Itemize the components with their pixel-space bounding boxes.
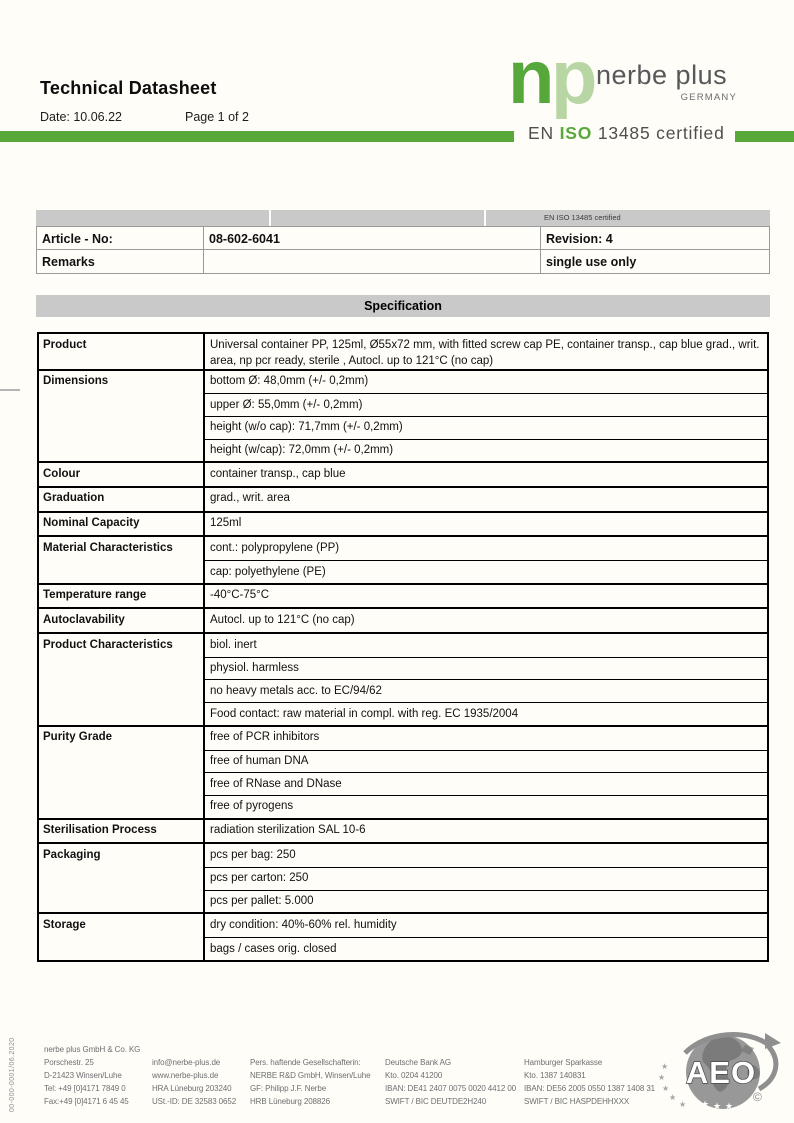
info-header-cell: [271, 210, 484, 226]
footer-line: HRB Lüneburg 208826: [250, 1097, 330, 1106]
spec-row: [39, 486, 767, 511]
footer-bank-deutsche-column: [385, 1056, 516, 1108]
footer-company-column: [44, 1043, 140, 1108]
spec-value-cell: height (w/o cap): 71,7mm (+/- 0,2mm): [205, 416, 767, 439]
footer-line: Kto. 1387 140831: [524, 1071, 586, 1080]
spec-row-label: Product Characteristics: [39, 634, 205, 725]
spec-row: [39, 912, 767, 959]
footer-line: Tel: +49 [0]4171 7849 0: [44, 1084, 126, 1093]
footer-line: SWIFT / BIC HASPDEHHXXX: [524, 1097, 630, 1106]
logo-letter-n: n: [508, 35, 555, 120]
spec-value-cell: physiol. harmless: [205, 657, 767, 680]
specification-table: [37, 332, 769, 962]
spec-value-cell: pcs per pallet: 5.000: [205, 890, 767, 913]
spec-value-cell: cont.: polypropylene (PP): [210, 541, 340, 554]
spec-value-cell: bottom Ø: 48,0mm (+/- 0,2mm): [210, 375, 369, 387]
iso-banner-en: EN: [528, 123, 554, 143]
article-no-label: Article - No:: [37, 227, 204, 249]
spec-row: [39, 334, 767, 369]
logo-country-text: GERMANY: [680, 92, 737, 103]
iso-banner-bar-right: [735, 131, 794, 142]
spec-row-values: [205, 609, 767, 632]
spec-row-values: [205, 727, 767, 818]
spec-row-values: [205, 634, 767, 725]
footer-line: D-21423 Winsen/Luhe: [44, 1071, 122, 1080]
footer-line: Pers. haftende Gesellschafterin:: [250, 1058, 361, 1067]
spec-row-label: Autoclavability: [39, 609, 205, 632]
spec-row-label: Material Characteristics: [39, 537, 205, 582]
spec-value-cell: pcs per carton: 250: [205, 867, 767, 890]
article-no-row: [36, 226, 770, 250]
spec-value-cell: no heavy metals acc. to EC/94/62: [205, 679, 767, 702]
article-no-value: 08-602-6041: [204, 227, 541, 249]
remarks-row: [36, 250, 770, 274]
spec-row: [39, 511, 767, 536]
spec-row-values: [205, 844, 767, 912]
spec-row-label: Temperature range: [39, 585, 205, 608]
footer-line: GF: Philipp J.F. Nerbe: [250, 1084, 327, 1093]
aeo-star-white: ★: [701, 1099, 710, 1109]
spec-row: [39, 369, 767, 462]
spec-row: [39, 842, 767, 912]
spec-row: [39, 725, 767, 818]
fold-mark: [0, 389, 20, 391]
spec-value-cell: free of RNase and DNase: [205, 772, 767, 795]
remarks-value: [204, 250, 541, 273]
info-header-cell: [36, 210, 269, 226]
spec-value-cell: Universal container PP, 125ml, Ø55x72 mm, with fitted screw cap PE, container transp., cap blue grad., writ. area, np pcr ready, sterile , Autocl. up to 121°C (no cap): [210, 338, 760, 367]
spec-row: [39, 583, 767, 608]
header-meta: [40, 110, 249, 124]
footer-line: nerbe plus GmbH & Co. KG: [44, 1045, 141, 1054]
spec-row-label: Sterilisation Process: [39, 820, 205, 843]
logo-letter-p: p: [551, 35, 598, 120]
spec-value-cell: height (w/cap): 72,0mm (+/- 0,2mm): [205, 439, 767, 462]
aeo-label: AEO: [685, 1055, 757, 1090]
spec-value-cell: Autocl. up to 121°C (no cap): [210, 613, 355, 626]
spec-value-cell: dry condition: 40%-60% rel. humidity: [210, 918, 397, 931]
spec-value-cell: radiation sterilization SAL 10-6: [210, 824, 366, 837]
spec-row: [39, 607, 767, 632]
date-label: Date: 10.06.22: [40, 110, 123, 124]
spec-row-label: Packaging: [39, 844, 205, 912]
spec-row-values: [205, 513, 767, 536]
iso-banner-iso: ISO: [559, 123, 593, 143]
footer-line: Porschestr. 25: [44, 1058, 94, 1067]
info-table-header-row: [36, 210, 770, 226]
spec-value-cell: 125ml: [210, 517, 242, 530]
revision-value: Revision: 4: [546, 232, 613, 246]
spec-row-values: [205, 820, 767, 843]
aeo-star-white: ★: [689, 1095, 698, 1105]
aeo-swoosh-tail: [759, 1047, 776, 1089]
aeo-star-white: ★: [725, 1101, 734, 1111]
spec-value-cell: container transp., cap blue: [210, 467, 346, 480]
spec-row-values: [205, 371, 767, 462]
footer-line: IBAN: DE41 2407 0075 0020 4412 00: [385, 1084, 517, 1093]
footer-contact-column: [152, 1056, 236, 1108]
spec-row: [39, 818, 767, 843]
aeo-logo: [655, 1025, 794, 1123]
footer-line: www.nerbe-plus.de: [152, 1071, 219, 1080]
spec-row-values: [205, 537, 767, 582]
single-use-note: single use only: [546, 255, 637, 269]
spec-value-cell: biol. inert: [210, 638, 257, 651]
spec-row-label: Graduation: [39, 488, 205, 511]
spec-value-cell: bags / cases orig. closed: [205, 937, 767, 960]
spec-row-label: Colour: [39, 463, 205, 486]
spec-value-cell: -40°C-75°C: [210, 589, 270, 602]
footer-line: HRA Lüneburg 203240: [152, 1084, 232, 1093]
spec-row-label: Dimensions: [39, 371, 205, 462]
spec-row-values: [205, 334, 767, 369]
footer-line: Deutsche Bank AG: [385, 1058, 451, 1067]
spec-row: [39, 632, 767, 725]
remarks-label: Remarks: [37, 250, 204, 273]
aeo-arrowhead: [765, 1033, 781, 1049]
page-title: Technical Datasheet: [40, 78, 217, 98]
footer-line: SWIFT / BIC DEUTDE2H240: [385, 1097, 487, 1106]
iso-certified-note: EN ISO 13485 certified: [486, 210, 770, 226]
aeo-star: ★: [662, 1084, 670, 1093]
logo-brand-text: nerbe plus: [596, 60, 728, 90]
spec-value-cell: grad., writ. area: [210, 492, 290, 505]
aeo-star-white: ★: [713, 1101, 722, 1111]
aeo-star: ★: [661, 1062, 669, 1071]
spec-value-cell: upper Ø: 55,0mm (+/- 0,2mm): [205, 393, 767, 416]
iso-banner-rest: 13485 certified: [597, 123, 725, 143]
spec-value-cell: pcs per bag: 250: [210, 848, 296, 861]
spec-value-cell: cap: polyethylene (PE): [205, 560, 767, 583]
spec-row-values: [205, 488, 767, 511]
footer-legal-column: [250, 1056, 370, 1108]
spec-row-label: Product: [39, 334, 205, 369]
spec-value-cell: free of pyrogens: [205, 795, 767, 818]
spec-row: [39, 461, 767, 486]
spec-value-cell: Food contact: raw material in compl. with reg. EC 1935/2004: [205, 702, 767, 725]
iso-banner-text: [528, 123, 725, 144]
aeo-star: ★: [669, 1093, 677, 1102]
spec-row-label: Nominal Capacity: [39, 513, 205, 536]
footer-line: Kto. 0204 41200: [385, 1071, 443, 1080]
aeo-star: ★: [679, 1100, 687, 1109]
footer-line: Fax:+49 [0]4171 6 45 45: [44, 1097, 129, 1106]
footer-bank-sparkasse-column: [524, 1056, 655, 1108]
footer-line: NERBE R&D GmbH, Winsen/Luhe: [250, 1071, 371, 1080]
spec-row-values: [205, 585, 767, 608]
spec-row-values: [205, 914, 767, 959]
spec-row: [39, 535, 767, 582]
footer-line: USt.-ID: DE 32583 0652: [152, 1097, 237, 1106]
footer-line: Hamburger Sparkasse: [524, 1058, 603, 1067]
spec-value-cell: free of human DNA: [205, 750, 767, 773]
spec-value-cell: free of PCR inhibitors: [210, 731, 320, 744]
doc-code-vertical: 00-000-0001/06.2020: [9, 1037, 16, 1112]
spec-row-label: Storage: [39, 914, 205, 959]
aeo-copyright: ©: [753, 1090, 762, 1104]
article-info-table: [36, 210, 770, 274]
specification-section-header: Specification: [36, 295, 770, 317]
spec-row-label: Purity Grade: [39, 727, 205, 818]
spec-row-values: [205, 463, 767, 486]
page-number-label: Page 1 of 2: [185, 110, 249, 124]
aeo-star: ★: [658, 1073, 666, 1082]
footer-line: IBAN: DE56 2005 0550 1387 1408 31: [524, 1084, 656, 1093]
footer-line: info@nerbe-plus.de: [152, 1058, 221, 1067]
iso-banner-bar-left: [0, 131, 514, 142]
